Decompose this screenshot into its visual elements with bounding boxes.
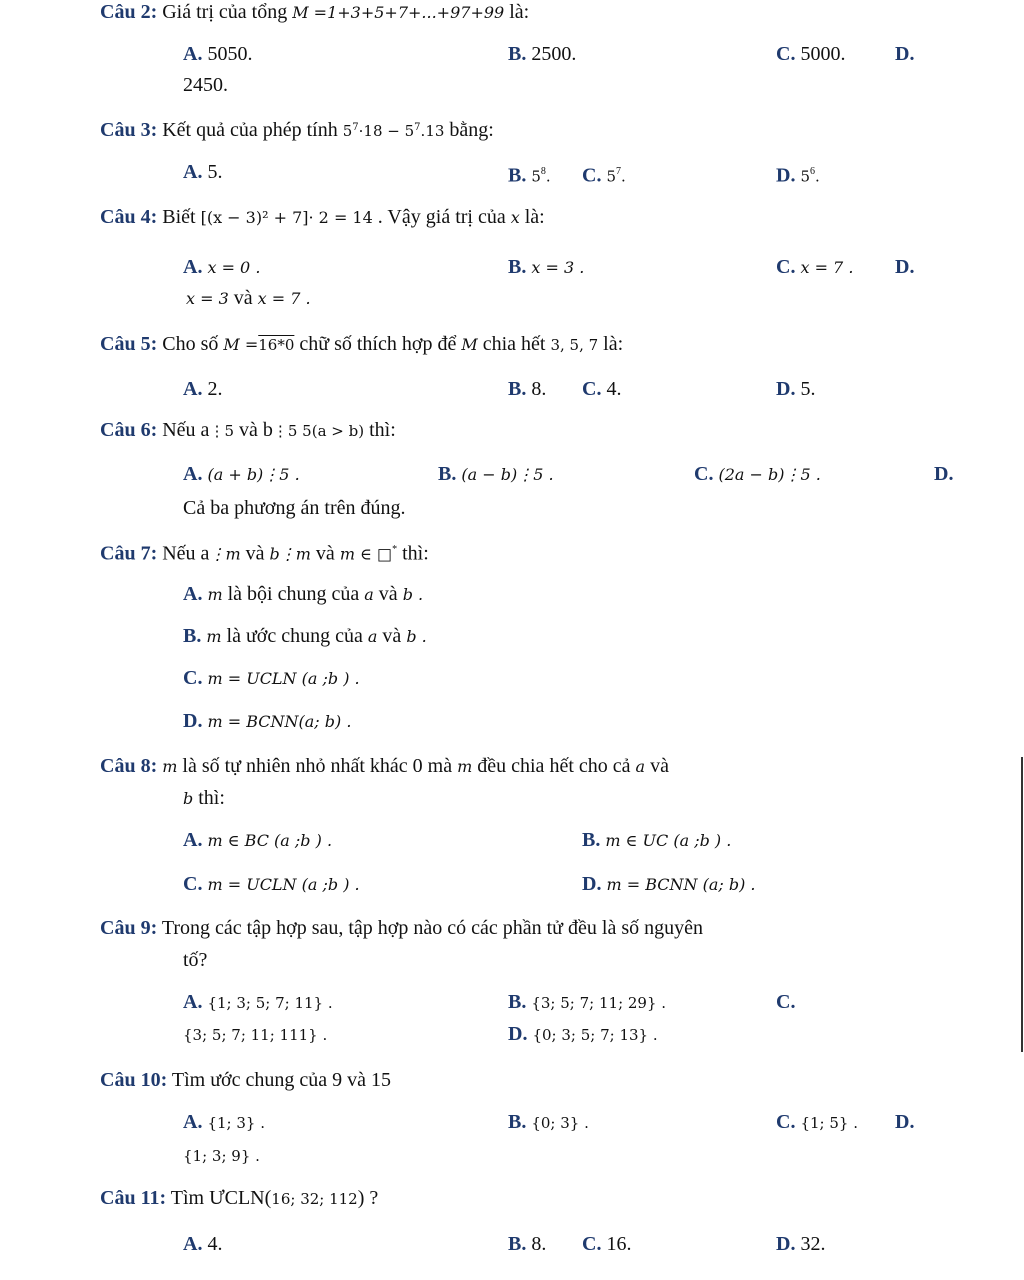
question-4-option-c[interactable]: C. x = 7 . [776,256,854,278]
question-4-text: Biết [162,206,196,228]
question-10-option-d-label[interactable]: D. [895,1111,915,1133]
question-5-option-b[interactable]: B. 8. [508,378,547,400]
question-2-text: Giá trị của tổng [162,1,288,23]
question-3-option-a[interactable]: A. 5. [183,161,223,183]
question-4-option-d-value: x = 3 và x = 7 . [186,287,311,309]
question-3-text: Kết quả của phép tính [162,119,338,141]
question-10-label: Câu 10: [100,1069,168,1091]
question-6-stem: Câu 6: Nếu a⋮5 và b⋮5 5(a > b) thì: [100,419,396,441]
question-9-stem-line-2: tố? [183,949,208,971]
question-6-option-d-value: Cả ba phương án trên đúng. [183,497,406,519]
question-3-option-d[interactable]: D. $5^6$. [776,164,820,187]
question-7-option-d[interactable]: D. m = BCNN(a; b) . [183,710,352,732]
question-10-option-c[interactable]: C. {1; 5} . [776,1111,858,1133]
question-10-stem: Câu 10: Tìm ước chung của 9 và 15 [100,1069,392,1091]
question-8-label: Câu 8: [100,755,158,777]
question-11-option-c[interactable]: C. 16. [582,1233,632,1255]
page-edge-rule [1021,757,1023,1052]
question-8-stem-line-2: b thì: [183,787,225,809]
question-2-stem [100,0,529,25]
question-6-option-d-label[interactable]: D. [934,463,954,485]
question-5-stem: Câu 5: Cho số M =16*0 chữ số thích hợp để M chia hết 3, 5, 7 là: [100,333,624,355]
question-4-formula: [(x − 3)² + 7]· 2 = 14 [200,208,373,227]
question-8-option-b[interactable]: B. m ∈ UC (a ;b ) . [582,829,732,851]
question-6-option-c[interactable]: C. (2a − b)⋮5 . [694,463,821,485]
question-9-option-d[interactable]: D. {0; 3; 5; 7; 13} . [508,1023,658,1045]
question-10-option-d-value: {1; 3; 9} . [183,1147,260,1165]
question-3-label: Câu 3: [100,119,158,141]
question-6-label: Câu 6: [100,419,158,441]
question-3-stem [100,116,494,143]
question-7-option-c[interactable]: C. m = UCLN (a ;b ) . [183,667,360,689]
question-5-option-a[interactable]: A. 2. [183,378,223,400]
question-10-option-a[interactable]: A. {1; 3} . [183,1111,265,1133]
question-8-option-d[interactable]: D. m = BCNN (a; b) . [582,873,756,895]
question-2-option-b[interactable]: B. 2500. [508,43,577,65]
question-4-tail: . Vậy giá trị của [377,206,506,228]
question-5-label: Câu 5: [100,333,158,355]
question-6-option-a[interactable]: A. (a + b)⋮5 . [183,463,300,485]
question-7-option-a[interactable]: A. m là bội chung của a và b . [183,583,424,605]
question-2-option-d-value: 2450. [183,74,228,96]
question-9-option-c-label[interactable]: C. [776,991,796,1013]
question-4-option-a[interactable]: A. x = 0 . [183,256,261,278]
question-2-tail: là: [509,1,530,23]
question-11-stem: Câu 11: Tìm ƯCLN(16; 32; 112) ? [100,1187,379,1209]
question-8-option-c[interactable]: C. m = UCLN (a ;b ) . [183,873,360,895]
question-11-option-b[interactable]: B. 8. [508,1233,547,1255]
question-2-option-a[interactable]: A. 5050. [183,43,253,65]
question-11-option-d[interactable]: D. 32. [776,1233,826,1255]
question-2-option-c[interactable]: C. 5000. [776,43,846,65]
question-11-label: Câu 11: [100,1187,167,1209]
question-4-option-b[interactable]: B. x = 3 . [508,256,585,278]
question-2-option-d-label[interactable]: D. [895,43,915,65]
question-5-number: 16*0 [258,336,295,354]
question-9-label: Câu 9: [100,917,158,939]
question-10-option-b[interactable]: B. {0; 3} . [508,1111,589,1133]
question-4-option-d-label[interactable]: D. [895,256,915,278]
question-8-option-a[interactable]: A. m ∈ BC (a ;b ) . [183,829,333,851]
question-8-stem-line-1: Câu 8: m là số tự nhiên nhỏ nhất khác 0 mà m đều chia hết cho cả a và [100,755,669,777]
question-11-option-a[interactable]: A. 4. [183,1233,223,1255]
question-3-option-b[interactable]: B. $5^8$. [508,164,551,187]
question-5-option-c[interactable]: C. 4. [582,378,622,400]
question-4-stem: Câu 4: Biết [(x − 3)² + 7]· 2 = 14 . Vậy giá trị của x là: [100,206,545,228]
question-9-option-a[interactable]: A. {1; 3; 5; 7; 11} . [183,991,333,1013]
question-6-option-b[interactable]: B. (a − b)⋮5 . [438,463,554,485]
question-9-stem-line-1: Câu 9: Trong các tập hợp sau, tập hợp nào có các phần tử đều là số nguyên [100,917,703,939]
question-2-formula: M =1+3+5+7+...+97+99 [292,3,505,22]
question-3-tail: bằng: [449,119,494,141]
question-3-option-c[interactable]: C. $5^7$. [582,164,626,187]
question-7-option-b[interactable]: B. m là ước chung của a và b . [183,625,427,647]
question-7-label: Câu 7: [100,542,158,565]
question-9-option-c-value: {3; 5; 7; 11; 111} . [183,1026,328,1044]
question-3-formula: $5^7\cdot 18 - 5^7.13$ [342,122,445,140]
question-7-stem: Câu 7: Nếu a⋮m và b⋮m và m ∈ □* thì: [100,542,429,565]
question-5-option-d[interactable]: D. 5. [776,378,816,400]
question-2-label: Câu 2: [100,1,158,23]
question-4-label: Câu 4: [100,206,158,228]
question-9-option-b[interactable]: B. {3; 5; 7; 11; 29} . [508,991,667,1013]
